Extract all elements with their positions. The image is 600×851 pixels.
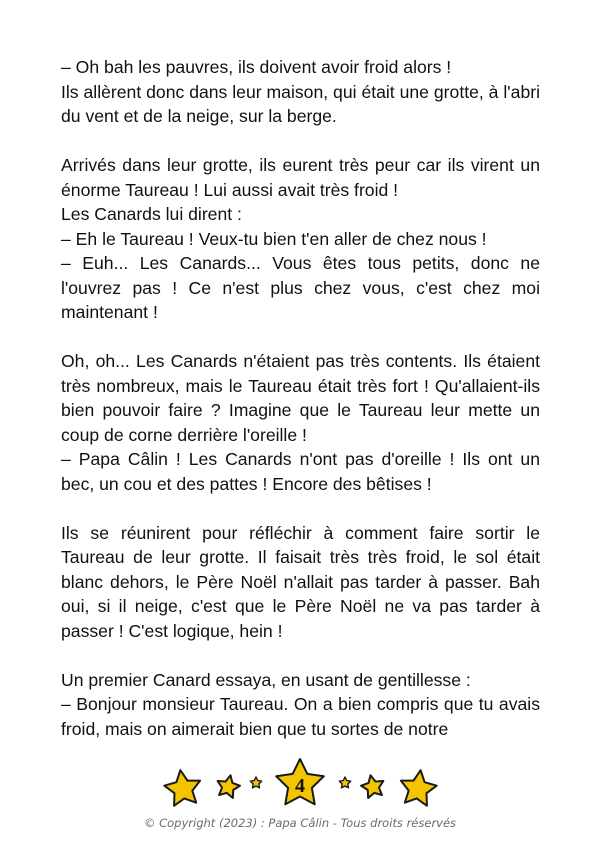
paragraph — [61, 55, 540, 129]
copyright-notice: © Copyright (2023) : Papa Câlin - Tous droits réservés — [143, 816, 457, 830]
text-line: Les Canards lui dirent : — [61, 204, 242, 224]
text-line: – Oh bah les pauvres, ils doivent avoir froid alors ! — [61, 57, 452, 77]
paragraph — [61, 153, 540, 325]
star-icon — [339, 777, 350, 788]
text-line: – Papa Câlin ! Les Canards n'ont pas d'oreille ! Ils ont un bec, un cou et des pattes ! Encore des bêtises ! — [61, 449, 540, 494]
star-icon — [164, 770, 200, 806]
story-text — [61, 55, 540, 766]
star-icon — [218, 775, 240, 798]
text-line: – Bonjour monsieur Taureau. On a bien compris que tu avais froid, mais on aimerait bien que tu sortes de notre — [61, 694, 540, 739]
paragraph — [61, 668, 540, 742]
star-icon — [250, 777, 261, 788]
paragraph — [61, 349, 540, 496]
text-line: Oh, oh... Les Canards n'étaient pas très contents. Ils étaient très nombreux, mais le Taureau était très fort ! Qu'allaient-ils bien pouvoir faire ? Imagine que le Taureau leur mette un coup de corne derrière l'oreille ! — [61, 351, 540, 445]
text-line: – Euh... Les Canards... Vous êtes tous petits, donc ne l'ouvrez pas ! Ce n'est plus chez vous, c'est chez moi maintenant ! — [61, 253, 540, 322]
paragraph — [61, 521, 540, 644]
star-icon — [361, 775, 383, 798]
footer-star-decoration — [0, 757, 600, 813]
star-icon — [401, 770, 437, 806]
text-line: Ils se réunirent pour réfléchir à comment faire sortir le Taureau de leur grotte. Il faisait très très froid, le sol était blanc dehors, le Père Noël n'allait pas tarder à passer. Bah oui, si il neige, c'est que le Père Noël ne va pas tarder à passer ! C'est logique, hein ! — [61, 522, 540, 641]
text-line: Un premier Canard essaya, en usant de gentillesse : — [61, 669, 471, 690]
text-line: Ils allèrent donc dans leur maison, qui était une grotte, à l'abri du vent et de la neige, sur la berge. — [61, 81, 540, 126]
text-line: – Eh le Taureau ! Veux-tu bien t'en aller de chez nous ! — [61, 228, 487, 249]
page-number: 4 — [295, 775, 305, 797]
text-line: Arrivés dans leur grotte, ils eurent très peur car ils virent un énorme Taureau ! Lui aussi avait très froid ! — [61, 155, 540, 200]
